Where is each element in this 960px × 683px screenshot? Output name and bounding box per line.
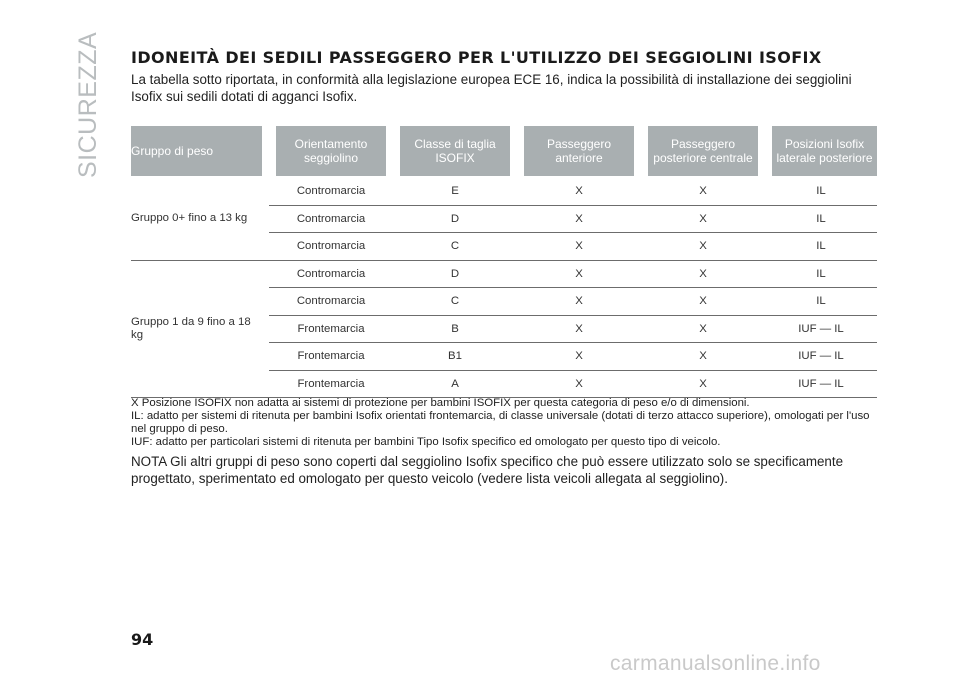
table-cell: X [641, 370, 765, 398]
table-cell: X [641, 315, 765, 343]
section-side-label [72, 31, 112, 180]
table-cell: Frontemarcia [269, 370, 393, 398]
note-iuf: IUF: adatto per particolari sistemi di ritenuta per bambini Tipo Isofix specifico ed omologato per questo tipo di veicolo. [131, 436, 721, 448]
table-cell: X [517, 177, 641, 205]
table-cell: E [393, 177, 517, 205]
header-weight-group: Gruppo di peso [131, 126, 269, 177]
table-cell: X [517, 288, 641, 316]
table-cell: IUF — IL [765, 370, 877, 398]
table-cell: X [641, 177, 765, 205]
table-cell: IL [765, 233, 877, 261]
note-x: X Posizione ISOFIX non adatta ai sistemi di protezione per bambini ISOFIX per questa categoria di peso e/o di dimensioni. [131, 397, 750, 409]
table-cell: X [517, 343, 641, 371]
table-cell: Contromarcia [269, 177, 393, 205]
page-header [131, 47, 877, 105]
table-cell: Contromarcia [269, 288, 393, 316]
isofix-suitability-table [131, 126, 877, 398]
table-cell: X [517, 205, 641, 233]
table-cell: X [517, 260, 641, 288]
table-cell: Frontemarcia [269, 343, 393, 371]
header-rear-center-passenger: Passeggero posteriore centrale [641, 126, 765, 177]
table-cell: X [517, 233, 641, 261]
table-cell: B1 [393, 343, 517, 371]
table-header-row [131, 126, 877, 177]
table-cell: Frontemarcia [269, 315, 393, 343]
table-cell: IL [765, 177, 877, 205]
nota-paragraph: NOTA Gli altri gruppi di peso sono coperti dal seggiolino Isofix specifico che può essere utilizzato solo se specificamente progettato, sperimentato ed omologato per questo veicolo (vedere lista veicoli allegata al seggiolino). [131, 454, 844, 486]
table-cell: X [641, 260, 765, 288]
table-cell: X [641, 343, 765, 371]
weight-group-cell: Gruppo 1 da 9 fino a 18 kg [131, 260, 269, 398]
table-cell: D [393, 205, 517, 233]
table-notes [131, 397, 877, 487]
page-title: IDONEITÀ DEI SEDILI PASSEGGERO PER L'UTILIZZO DEI SEGGIOLINI ISOFIX [131, 48, 822, 67]
table-row [131, 177, 877, 205]
table-cell: Contromarcia [269, 260, 393, 288]
table-cell: IUF — IL [765, 343, 877, 371]
table-cell: IL [765, 205, 877, 233]
table-cell: C [393, 288, 517, 316]
table-cell: Contromarcia [269, 205, 393, 233]
section-label-text: SICUREZZA [74, 31, 102, 178]
table-row [131, 260, 877, 288]
watermark: carmanualsonline.info [610, 652, 821, 675]
header-front-passenger: Passeggero anteriore [517, 126, 641, 177]
table-cell: X [517, 315, 641, 343]
table-cell: A [393, 370, 517, 398]
table-cell: IUF — IL [765, 315, 877, 343]
table-cell: D [393, 260, 517, 288]
header-seat-orientation: Orientamento seggiolino [269, 126, 393, 177]
header-rear-lateral-isofix: Posizioni Isofix laterale posteriore [765, 126, 877, 177]
page-number: 94 [131, 630, 154, 649]
table-cell: IL [765, 260, 877, 288]
note-il: IL: adatto per sistemi di ritenuta per bambini Isofix orientati frontemarcia, di classe universale (dotati di terzo attacco superiore), omologati per l'uso nel gruppo di peso. [131, 410, 870, 435]
table-cell: X [641, 205, 765, 233]
table-cell: X [517, 370, 641, 398]
table-cell: IL [765, 288, 877, 316]
table-cell: X [641, 288, 765, 316]
intro-paragraph: La tabella sotto riportata, in conformità alla legislazione europea ECE 16, indica la possibilità di installazione dei seggiolini Isofix sui sedili dotati di agganci Isofix. [131, 72, 852, 104]
header-size-class: Classe di taglia ISOFIX [393, 126, 517, 177]
weight-group-cell: Gruppo 0+ fino a 13 kg [131, 177, 269, 260]
table-cell: X [641, 233, 765, 261]
table-cell: Contromarcia [269, 233, 393, 261]
table-cell: B [393, 315, 517, 343]
table-cell: C [393, 233, 517, 261]
